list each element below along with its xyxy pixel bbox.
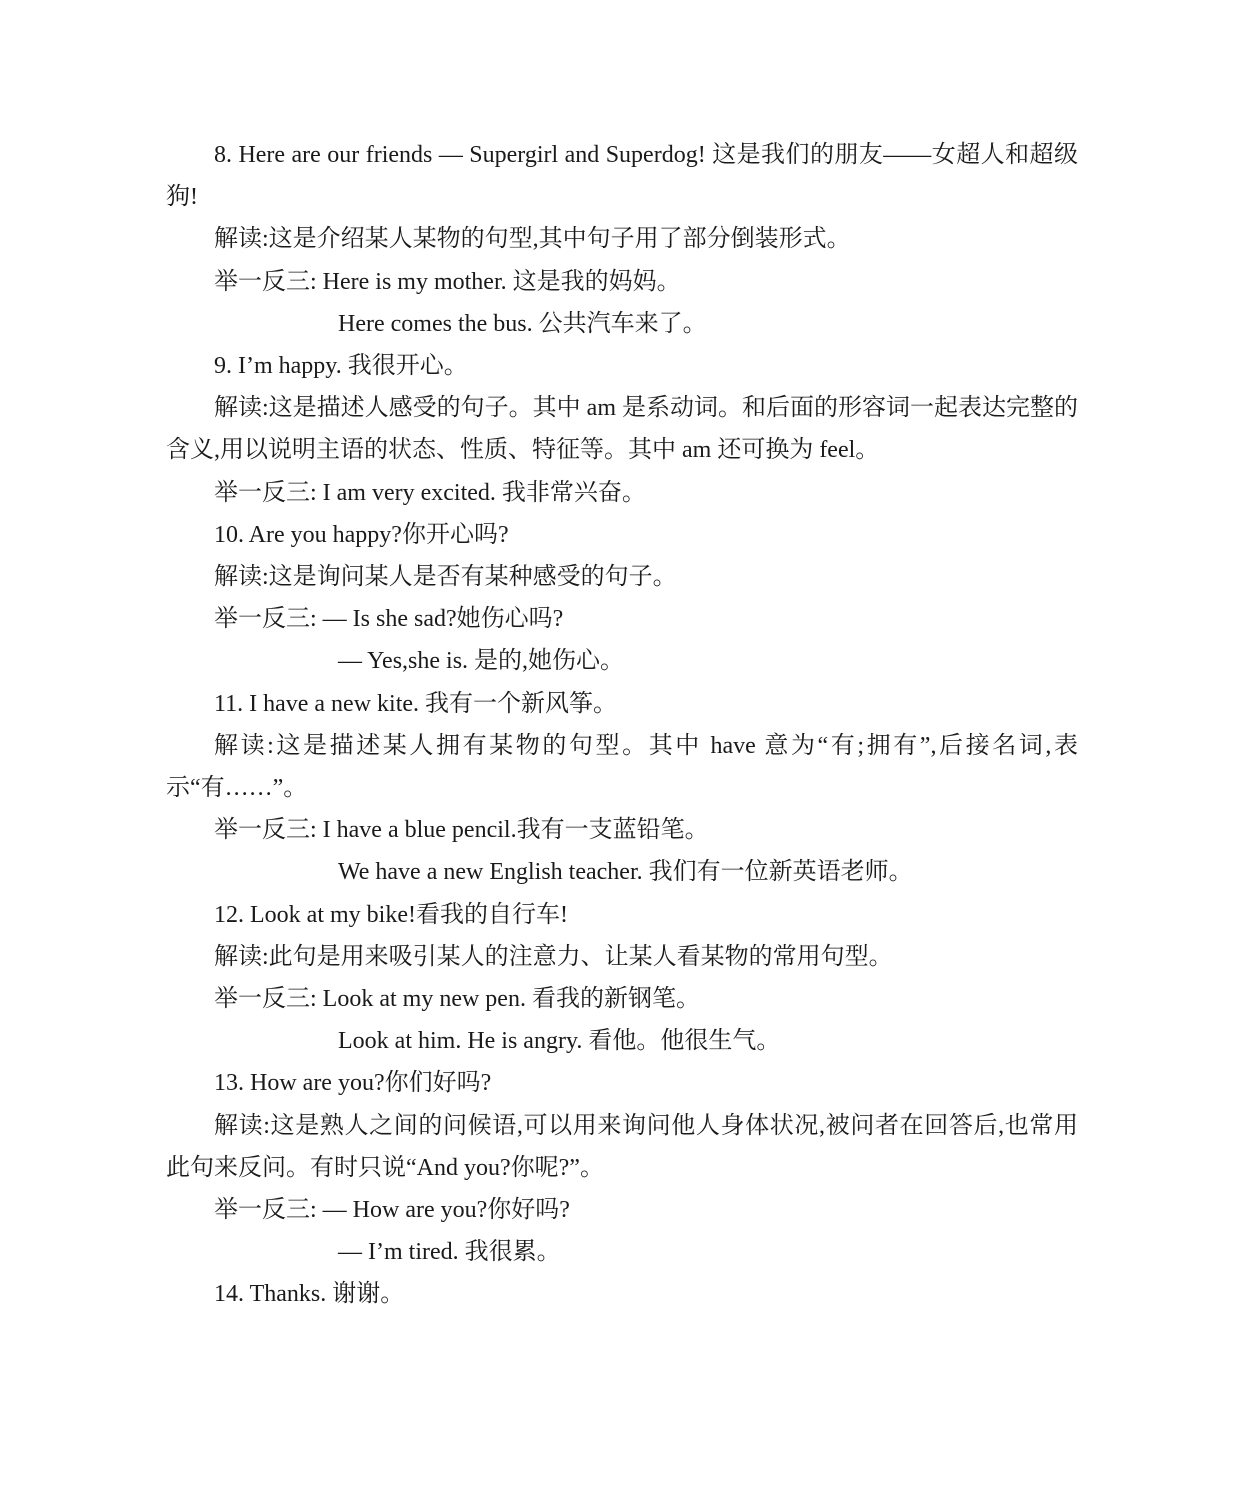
item-11-sentence: 11. I have a new kite. 我有一个新风筝。 — [214, 690, 618, 717]
item-11-example-2: We have a new English teacher. 我们有一位新英语老师。 — [338, 859, 913, 886]
item-8-example-2: Here comes the bus. 公共汽车来了。 — [338, 310, 707, 337]
item-13-example-1: 举一反三: — How are you?你好吗? — [214, 1197, 570, 1224]
item-13-sentence: 13. How are you?你们好吗? — [214, 1070, 492, 1097]
item-10-example-2: — Yes,she is. 是的,她伤心。 — [338, 648, 625, 675]
item-11-example-1: 举一反三: I have a blue pencil.我有一支蓝铅笔。 — [214, 817, 709, 844]
item-10-explanation: 解读:这是询问某人是否有某种感受的句子。 — [214, 564, 677, 591]
document-body — [166, 134, 1078, 1316]
item-11-explanation: 解读:这是描述某人拥有某物的句型。其中 have 意为“有;拥有”,后接名词,表示“有……”。 — [166, 732, 1078, 802]
item-12-example-2: Look at him. He is angry. 看他。他很生气。 — [338, 1028, 781, 1055]
item-8-example-1: 举一反三: Here is my mother. 这是我的妈妈。 — [214, 268, 681, 295]
item-12-sentence: 12. Look at my bike!看我的自行车! — [214, 901, 568, 928]
item-12-explanation: 解读:此句是用来吸引某人的注意力、让某人看某物的常用句型。 — [214, 943, 893, 970]
item-14-sentence: 14. Thanks. 谢谢。 — [214, 1281, 405, 1308]
item-8-explanation: 解读:这是介绍某人某物的句型,其中句子用了部分倒装形式。 — [214, 226, 851, 253]
item-9-explanation: 解读:这是描述人感受的句子。其中 am 是系动词。和后面的形容词一起表达完整的含义,用以说明主语的状态、性质、特征等。其中 am 还可换为 feel。 — [166, 395, 1078, 464]
item-10-sentence: 10. Are you happy?你开心吗? — [214, 521, 509, 548]
item-13-explanation: 解读:这是熟人之间的问候语,可以用来询问他人身体状况,被问者在回答后,也常用此句来反问。有时只说“And you?你呢?”。 — [166, 1112, 1078, 1181]
item-12-example-1: 举一反三: Look at my new pen. 看我的新钢笔。 — [214, 986, 700, 1013]
item-13-example-2: — I’m tired. 我很累。 — [338, 1239, 561, 1266]
item-9-example-1: 举一反三: I am very excited. 我非常兴奋。 — [214, 479, 646, 506]
item-9-sentence: 9. I’m happy. 我很开心。 — [214, 353, 468, 380]
item-8-sentence: 8. Here are our friends — Supergirl and Superdog! 这是我们的朋友——女超人和超级狗! — [166, 142, 1078, 211]
item-10-example-1: 举一反三: — Is she sad?她伤心吗? — [214, 606, 564, 633]
